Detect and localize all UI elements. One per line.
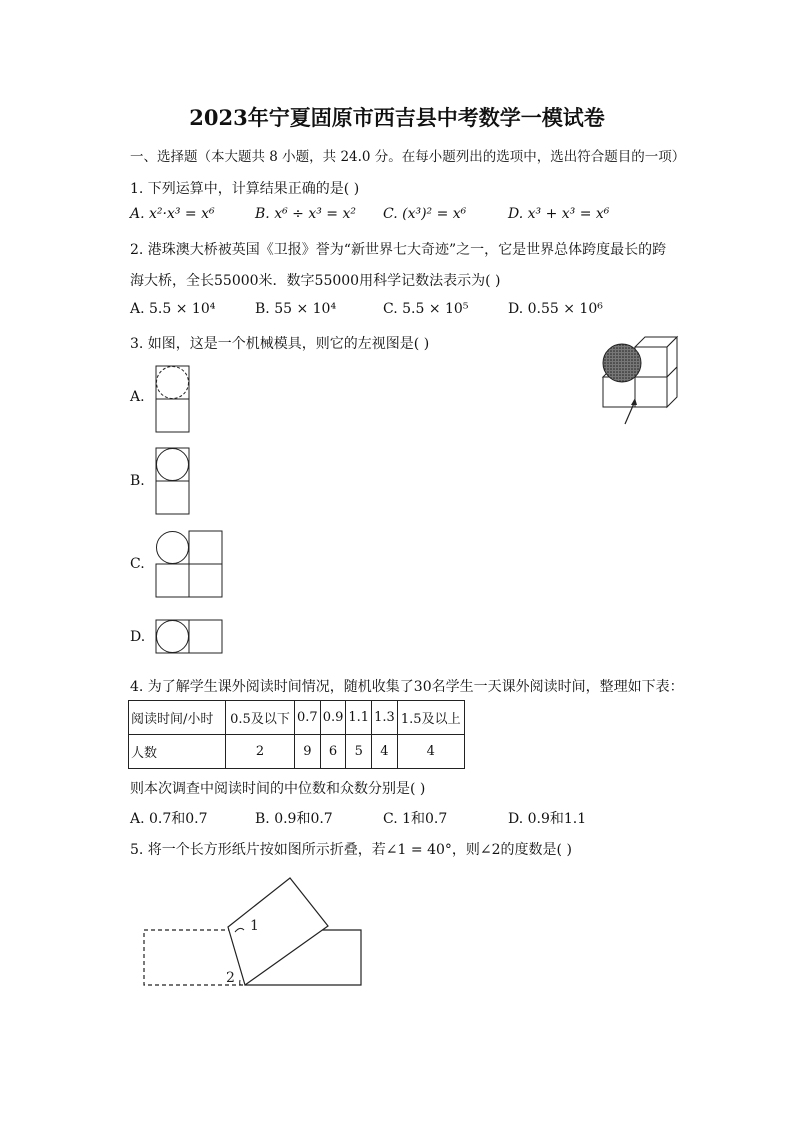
q1-option-a[interactable]: A. x²·x³ = x⁶ — [130, 206, 215, 222]
angle-1-label: 1 — [250, 918, 259, 934]
section-heading: 一、选择题（本大题共 8 小题，共 24.0 分。在每小题列出的选项中，选出符合题目的一项） — [130, 149, 686, 165]
q4-option-d[interactable]: D. 0.9和1.1 — [508, 811, 587, 827]
q3-option-d-figure — [155, 619, 223, 655]
table-cell: 5 — [346, 735, 372, 769]
question-3-stem: 3. 如图，这是一个机械模具，则它的左视图是( ) — [130, 336, 430, 352]
q1-option-d[interactable]: D. x³ + x³ = x⁶ — [508, 206, 610, 222]
mold-3d-figure — [598, 335, 680, 427]
question-4-stem: 4. 为了解学生课外阅读时间情况，随机收集了30名学生一天课外阅读时间，整理如下表： — [130, 679, 684, 695]
q1-option-b[interactable]: B. x⁶ ÷ x³ = x² — [255, 206, 356, 222]
table-header-cell: 0.9 — [320, 701, 346, 735]
q3-option-a[interactable]: A. — [130, 389, 145, 405]
reading-time-table — [128, 700, 465, 769]
q2-option-b[interactable]: B. 55 × 10⁴ — [255, 301, 337, 317]
q2-option-c[interactable]: C. 5.5 × 10⁵ — [383, 301, 469, 317]
table-header-cell: 阅读时间/小时 — [129, 701, 226, 735]
q2-option-a[interactable]: A. 5.5 × 10⁴ — [130, 301, 216, 317]
question-4-followup: 则本次调查中阅读时间的中位数和众数分别是( ) — [130, 781, 426, 797]
table-cell: 6 — [320, 735, 346, 769]
angle-2-label: 2 — [226, 970, 235, 986]
question-1-stem: 1. 下列运算中，计算结果正确的是( ) — [130, 181, 360, 197]
table-cell: 2 — [226, 735, 295, 769]
q3-option-a-figure — [155, 365, 191, 433]
table-header-cell: 0.7 — [295, 701, 321, 735]
table-cell: 4 — [397, 735, 464, 769]
table-header-cell: 1.1 — [346, 701, 372, 735]
table-cell: 4 — [372, 735, 398, 769]
question-2-stem-line1: 2. 港珠澳大桥被英国《卫报》誉为“新世界七大奇迹”之一，它是世界总体跨度最长的跨 — [130, 242, 667, 258]
table-cell: 9 — [295, 735, 321, 769]
q4-option-c[interactable]: C. 1和0.7 — [383, 811, 448, 827]
table-header-cell: 1.5及以上 — [397, 701, 464, 735]
table-cell: 人数 — [129, 735, 226, 769]
q3-option-b[interactable]: B. — [130, 473, 145, 489]
page-title: 2023年宁夏固原市西吉县中考数学一模试卷 — [189, 105, 605, 130]
table-header-cell: 1.3 — [372, 701, 398, 735]
table-row — [129, 735, 465, 769]
q1-option-c[interactable]: C. (x³)² = x⁶ — [383, 206, 467, 222]
q3-option-d[interactable]: D. — [130, 629, 146, 645]
q3-option-c-figure — [155, 530, 223, 598]
q4-option-a[interactable]: A. 0.7和0.7 — [130, 811, 208, 827]
question-5-stem: 5. 将一个长方形纸片按如图所示折叠，若∠1 = 40°，则∠2的度数是( ) — [130, 842, 572, 858]
q4-option-b[interactable]: B. 0.9和0.7 — [255, 811, 333, 827]
q3-option-c[interactable]: C. — [130, 556, 145, 572]
q3-option-b-figure — [155, 447, 191, 515]
table-header-cell: 0.5及以下 — [226, 701, 295, 735]
q2-option-d[interactable]: D. 0.55 × 10⁶ — [508, 301, 603, 317]
folded-rectangle-figure — [140, 872, 370, 992]
table-row — [129, 701, 465, 735]
question-2-stem-line2: 海大桥，全长55000米．数字55000用科学记数法表示为( ) — [130, 273, 501, 289]
